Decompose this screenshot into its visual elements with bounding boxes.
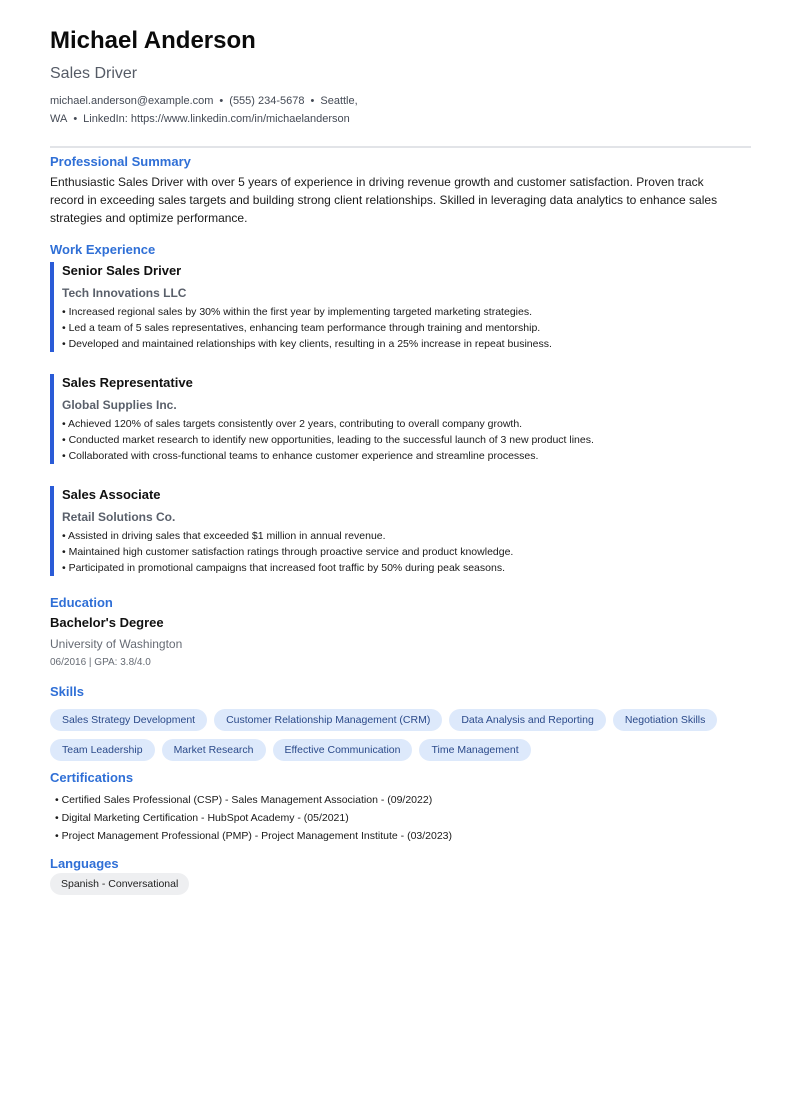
- job-title: Sales Representative: [62, 375, 193, 390]
- company-name: Retail Solutions Co.: [62, 510, 176, 524]
- certification-item: • Digital Marketing Certification - HubSpot Academy - (05/2021): [55, 812, 349, 824]
- education-meta: 06/2016 | GPA: 3.8/4.0: [50, 657, 151, 668]
- separator: •: [310, 95, 315, 107]
- language-chip: Spanish - Conversational: [50, 873, 189, 895]
- job-accent-bar: [50, 262, 54, 352]
- summary-text: Enthusiastic Sales Driver with over 5 years of experience in driving revenue growth and customer satisfaction. Proven track record in exceeding sales targets and building strong client relationships. Skilled in leveraging data analytics to enhance sales strategies and optimize performance.: [50, 175, 718, 225]
- section-heading: Work Experience: [50, 242, 156, 257]
- certification-list: [50, 791, 751, 845]
- job-accent-bar: [50, 374, 54, 464]
- separator: •: [73, 113, 78, 125]
- candidate-name: Michael Anderson: [50, 27, 256, 54]
- section-heading: Skills: [50, 684, 84, 699]
- section-heading: Languages: [50, 856, 119, 871]
- skill-chip: Customer Relationship Management (CRM): [214, 709, 442, 731]
- job-bullet: • Led a team of 5 sales representatives, enhancing team performance through training and mentorship.: [62, 322, 541, 334]
- job-bullet: • Increased regional sales by 30% within the first year by implementing targeted marketing strategies.: [62, 306, 532, 318]
- job-bullet: • Participated in promotional campaigns that increased foot traffic by 50% during peak seasons.: [62, 562, 505, 574]
- email-link[interactable]: michael.anderson@example.com: [50, 95, 214, 107]
- resume-page: [50, 26, 751, 895]
- job-accent-bar: [50, 486, 54, 576]
- certification-item: • Project Management Professional (PMP) - Project Management Institute - (03/2023): [55, 830, 453, 842]
- skill-chip: Market Research: [162, 739, 266, 761]
- skill-chip: Effective Communication: [273, 739, 413, 761]
- job-bullets: [62, 416, 751, 464]
- skill-chip: Data Analysis and Reporting: [449, 709, 606, 731]
- school-name: University of Washington: [50, 637, 183, 651]
- job-bullet: • Conducted market research to identify new opportunities, leading to the successful launch of 3 new product lines.: [62, 434, 594, 446]
- job-entry: [50, 374, 751, 464]
- skill-chip: Sales Strategy Development: [50, 709, 207, 731]
- degree-name: Bachelor's Degree: [50, 615, 164, 630]
- section-heading: Professional Summary: [50, 154, 191, 169]
- skill-chip: Team Leadership: [50, 739, 155, 761]
- contact-line: [50, 92, 430, 128]
- company-name: Global Supplies Inc.: [62, 398, 177, 412]
- location-text: Seattle, WA: [50, 95, 358, 125]
- certification-item: • Certified Sales Professional (CSP) - Sales Management Association - (09/2022): [55, 794, 433, 806]
- skill-chip: Negotiation Skills: [613, 709, 718, 731]
- job-bullets: [62, 528, 751, 576]
- skills-section: [50, 683, 751, 761]
- job-bullet: • Maintained high customer satisfaction ratings through proactive service and product knowledge.: [62, 546, 514, 558]
- job-title: Senior Sales Driver: [62, 263, 182, 278]
- job-entry: [50, 262, 751, 352]
- job-bullet: • Collaborated with cross-functional teams to enhance customer experience and streamline processes.: [62, 450, 539, 462]
- section-heading: Certifications: [50, 770, 134, 785]
- languages-section: [50, 855, 751, 895]
- job-entry: [50, 486, 751, 576]
- experience-section: [50, 241, 751, 576]
- summary-section: [50, 153, 751, 227]
- education-section: [50, 594, 751, 670]
- job-title: Sales Associate: [62, 487, 161, 502]
- skills-chip-list: [50, 709, 751, 761]
- phone-text: (555) 234-5678: [229, 95, 305, 107]
- header-divider: [50, 146, 751, 148]
- job-bullets: [62, 304, 751, 352]
- company-name: Tech Innovations LLC: [62, 286, 187, 300]
- linkedin-label: LinkedIn:: [83, 113, 128, 125]
- linkedin-link[interactable]: https://www.linkedin.com/in/michaelanderson: [130, 113, 350, 125]
- job-bullet: • Assisted in driving sales that exceeded $1 million in annual revenue.: [62, 530, 386, 542]
- separator: •: [219, 95, 224, 107]
- candidate-title: Sales Driver: [50, 65, 138, 82]
- job-bullet: • Developed and maintained relationships with key clients, resulting in a 25% increase in repeat business.: [62, 338, 552, 350]
- job-bullet: • Achieved 120% of sales targets consistently over 2 years, contributing to overall company growth.: [62, 418, 523, 430]
- skill-chip: Time Management: [419, 739, 530, 761]
- certifications-section: [50, 769, 751, 845]
- section-heading: Education: [50, 595, 113, 610]
